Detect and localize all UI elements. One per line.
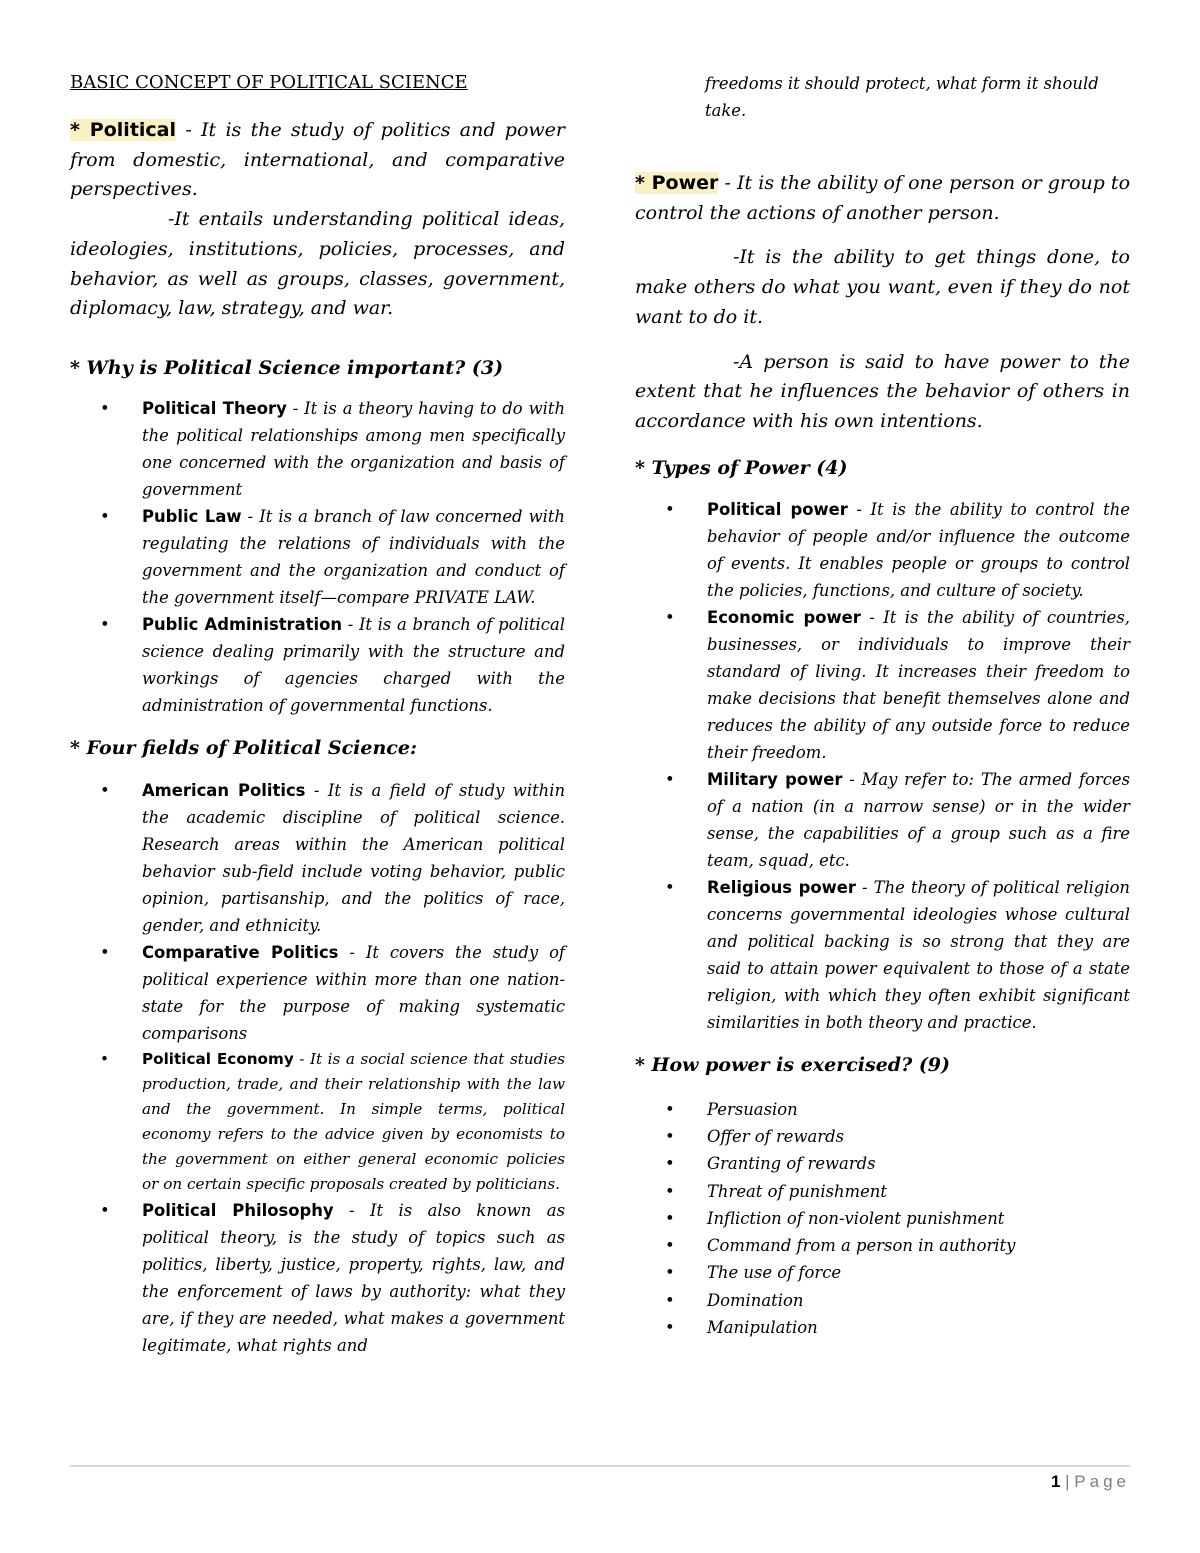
list-item-text: - The theory of political religion concerns governmental ideologies whose cultural and political backing is so strong that they are said to attain power equivalent to those of a state religion, with which they often exhibit significant similarities in both theory and practice. — [707, 877, 1130, 1032]
list-item — [635, 1205, 1130, 1232]
list-item-text: - It covers the study of political experience within more than one nation-state for the purpose of making systematic comparisons — [142, 942, 566, 1043]
bullet-icon: • — [100, 780, 110, 800]
power-extra-1: -It is the ability to get things done, to make others do what you want, even if they do not want to do it. — [635, 246, 1130, 328]
bullet-icon: • — [100, 614, 110, 634]
list-item-term: Religious power — [707, 877, 856, 897]
list-item-text: - It is a field of study within the academic discipline of political science. Research areas within the American political behavior sub-field include voting behavior, public opinion, partisanship, and the politics of race, gender, and ethnicity. — [142, 780, 566, 935]
bullet-icon: • — [665, 1318, 675, 1337]
list-item-text: - It is a social science that studies production, trade, and their relationship with the law and the government. In simple terms, political economy refers to the advice given by economists to the government on either general economic policies or on certain specific proposals created by politicians. — [142, 1049, 565, 1193]
list-item-text: - It is the ability to control the behavior of people and/or influence the outcome of events. It enables people or groups to control the policies, functions, and culture of society. — [707, 499, 1130, 600]
how-exercised-heading: * How power is exercised? (9) — [635, 1053, 951, 1076]
why-important-list — [70, 395, 565, 719]
bullet-icon: • — [665, 1181, 675, 1201]
types-of-power-list — [635, 496, 1130, 1036]
list-item-text: Offer of rewards — [707, 1126, 845, 1146]
list-item — [70, 611, 565, 719]
list-item — [635, 874, 1130, 1036]
political-definition — [70, 116, 565, 205]
four-fields-list-cont — [70, 1197, 565, 1359]
four-fields-list — [70, 777, 565, 1047]
power-extra-2: -A person is said to have power to the extent that he influences the behavior of others in accordance with his own intentions. — [635, 350, 1130, 432]
list-item — [70, 1197, 565, 1359]
list-item — [70, 1047, 565, 1197]
footer-separator: | — [1065, 1472, 1070, 1491]
footer-divider — [70, 1465, 1130, 1467]
types-of-power-heading: * Types of Power (4) — [635, 456, 848, 479]
list-item-term: Political Philosophy — [142, 1200, 334, 1220]
list-item-text: Manipulation — [707, 1318, 818, 1337]
page-label: Page — [1074, 1472, 1130, 1491]
page-footer — [1051, 1472, 1130, 1492]
bullet-icon: • — [100, 1200, 110, 1220]
right-column — [635, 70, 1130, 1341]
list-item — [635, 1150, 1130, 1177]
list-item-text: Threat of punishment — [707, 1181, 887, 1201]
list-item-term: Public Law — [142, 506, 242, 526]
list-item-term: Military power — [707, 769, 843, 789]
bullet-icon: • — [665, 1154, 675, 1174]
bullet-icon: • — [100, 506, 110, 526]
list-item-text: Persuasion — [707, 1099, 798, 1119]
list-item-text: - It is a theory having to do with the political relationships among men specifically one concerned with the organization and basis of government — [142, 398, 565, 499]
bullet-icon: • — [100, 1049, 109, 1068]
bullet-icon: • — [665, 1208, 675, 1228]
list-item-text: - It is a branch of law concerned with regulating the relations of individuals with the government and the organization and conduct of the government itself—compare PRIVATE LAW. — [142, 506, 565, 607]
list-item — [635, 1287, 1130, 1314]
list-item — [70, 939, 565, 1047]
list-item-term: Political Theory — [142, 398, 287, 418]
bullet-icon: • — [665, 1126, 675, 1146]
list-item-term: Comparative Politics — [142, 942, 339, 962]
four-fields-list-small — [70, 1047, 565, 1197]
bullet-icon: • — [665, 1290, 675, 1310]
political-definition-text: - It is the study of politics and power from domestic, international, and comparative perspectives. — [70, 119, 565, 201]
list-item-term: Political power — [707, 499, 848, 519]
list-item-text: - It is also known as political theory, is the study of topics such as politics, liberty, justice, property, rights, law, and the enforcement of laws by authority: what they are, if they are needed, what makes a government legitimate, what rights and — [142, 1200, 565, 1355]
list-item-term: Public Administration — [142, 614, 343, 634]
list-item — [70, 777, 565, 939]
political-extra: -It entails understanding political ideas, ideologies, institutions, policies, processes, and behavior, as well as groups, classes, government, diplomacy, law, strategy, and war. — [70, 208, 565, 320]
list-item-term: Economic power — [707, 607, 861, 627]
list-item-text: Domination — [707, 1290, 804, 1310]
bullet-icon: • — [665, 1236, 675, 1256]
document-title: BASIC CONCEPT OF POLITICAL SCIENCE — [70, 72, 468, 93]
left-column — [70, 70, 565, 1359]
list-item — [635, 1096, 1130, 1123]
list-item-text: Granting of rewards — [707, 1154, 876, 1174]
list-item-text: - It is a branch of political science dealing primarily with the structure and workings of agencies charged with the administration of governmental functions. — [142, 614, 565, 715]
continuation-text: freedoms it should protect, what form it should take. — [705, 74, 1099, 120]
bullet-icon: • — [100, 398, 110, 418]
list-item — [635, 1314, 1130, 1341]
list-item — [635, 1232, 1130, 1259]
power-definition — [635, 169, 1130, 228]
bullet-icon: • — [665, 769, 675, 789]
bullet-icon: • — [100, 942, 110, 962]
power-term: * Power — [635, 172, 719, 194]
list-item — [635, 1178, 1130, 1205]
list-item-text: - May refer to: The armed forces of a nation (in a narrow sense) or in the wider sense, the capabilities of a group such as a fire team, squad, etc. — [707, 769, 1131, 870]
list-item — [70, 503, 565, 611]
why-important-heading: * Why is Political Science important? (3) — [70, 356, 504, 379]
list-item-text: Command from a person in authority — [707, 1236, 1016, 1256]
political-term: * Political — [70, 119, 177, 141]
list-item — [635, 604, 1130, 766]
list-item — [70, 395, 565, 503]
four-fields-heading: * Four fields of Political Science: — [70, 736, 417, 759]
bullet-icon: • — [665, 877, 675, 897]
bullet-icon: • — [665, 1099, 675, 1119]
list-item-text: Infliction of non-violent punishment — [707, 1208, 1005, 1228]
power-definition-text: - It is the ability of one person or group to control the actions of another person. — [635, 172, 1131, 224]
how-exercised-list — [635, 1096, 1130, 1342]
list-item-term: American Politics — [142, 780, 306, 800]
list-item — [635, 1123, 1130, 1150]
list-item-text: - It is the ability of countries, businesses, or individuals to improve their standard of living. It increases their freedom to make decisions that benefit themselves alone and reduces the ability of any outside force to reduce their freedom. — [707, 607, 1131, 762]
bullet-icon: • — [665, 499, 675, 519]
bullet-icon: • — [665, 1263, 675, 1283]
list-item — [635, 1259, 1130, 1286]
list-item — [635, 766, 1130, 874]
list-item-term: Political Economy — [142, 1049, 294, 1068]
bullet-icon: • — [665, 607, 675, 627]
page-number: 1 — [1050, 1472, 1061, 1491]
list-item — [635, 496, 1130, 604]
list-item-text: The use of force — [707, 1263, 842, 1283]
